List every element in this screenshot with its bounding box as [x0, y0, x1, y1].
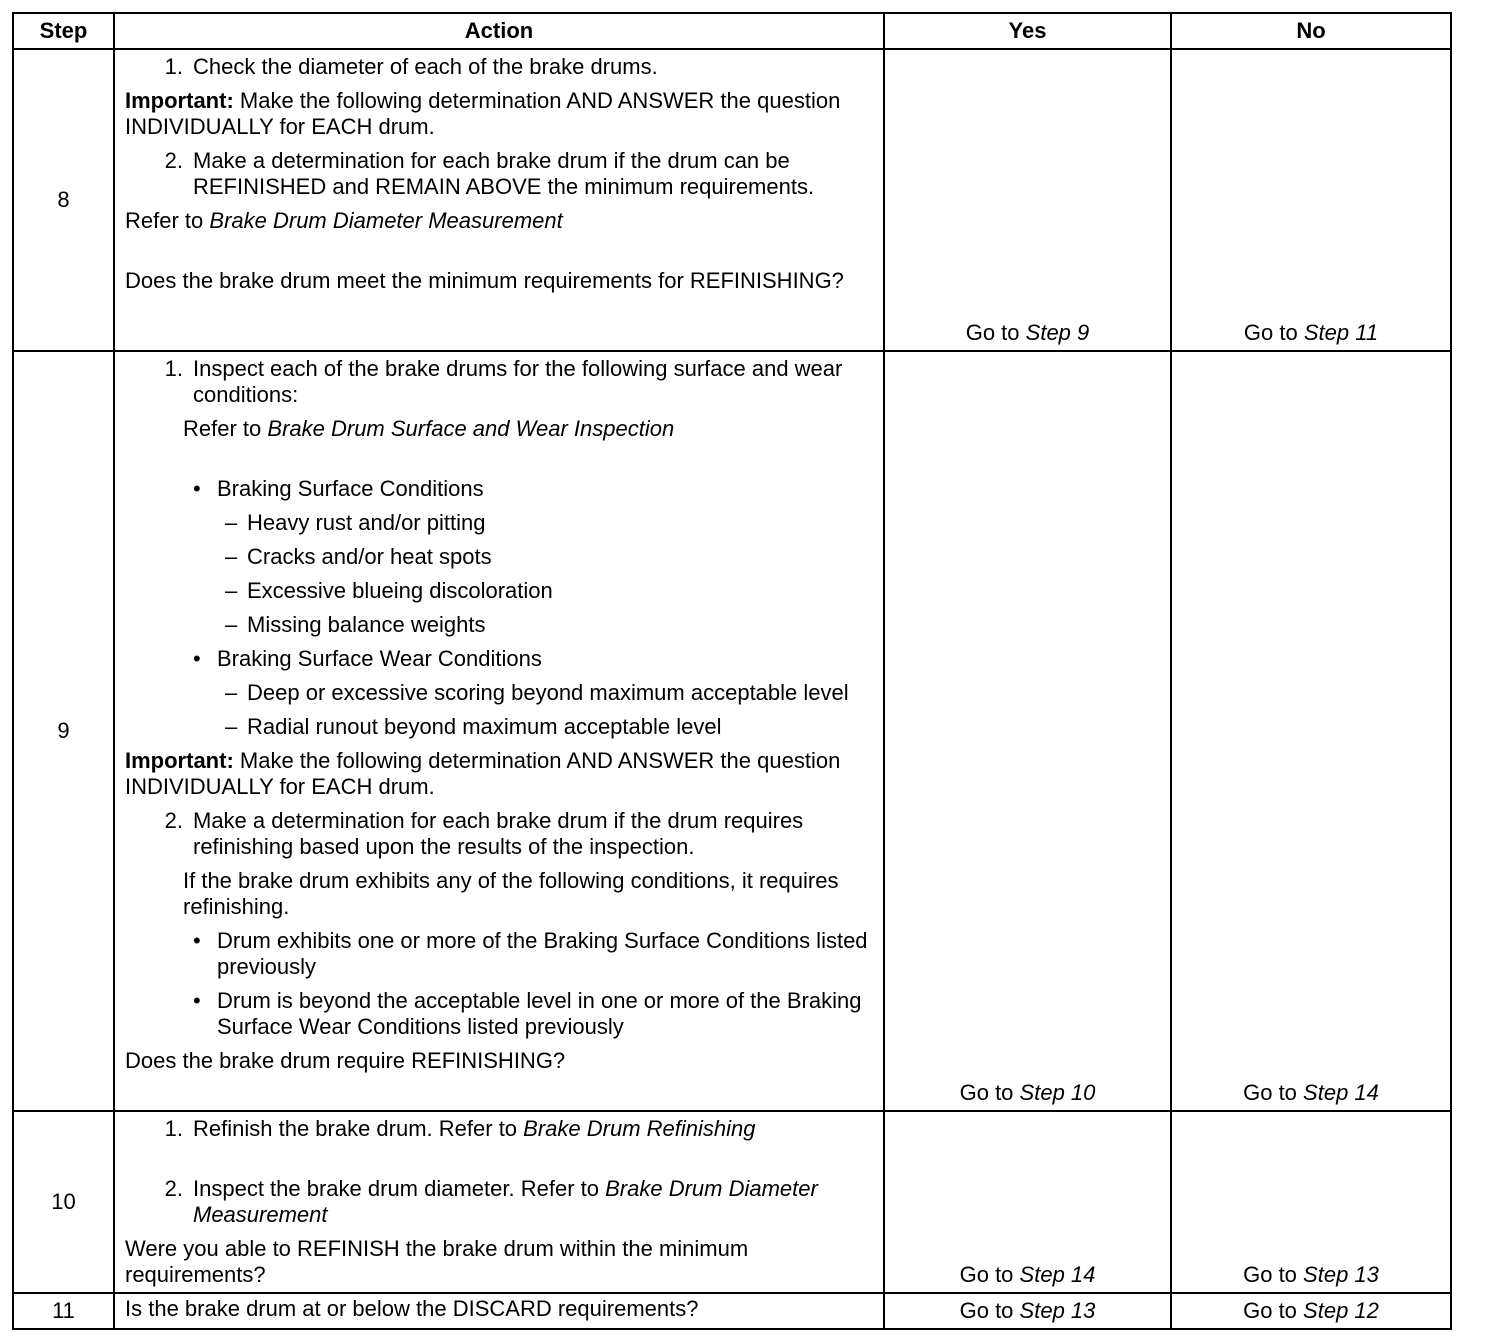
dash-item: – Heavy rust and/or pitting — [225, 510, 486, 535]
dash-item: – Radial runout beyond maximum acceptable level — [225, 714, 722, 739]
important-note: Important: Make the following determination AND ANSWER the question INDIVIDUALLY for EACH drum. — [125, 748, 841, 799]
header-row — [13, 13, 1451, 49]
reference-link[interactable]: Brake Drum Diameter Measurement — [209, 208, 563, 233]
numbered-item: 1. Check the diameter of each of the brake drums. — [164, 54, 658, 79]
reference-link[interactable]: Brake Drum Diameter Measurement — [193, 1176, 818, 1227]
dash-item: – Cracks and/or heat spots — [225, 544, 492, 569]
bullet-item: • Drum is beyond the acceptable level in one or more of the Braking Surface Wear Conditions listed previously — [193, 988, 862, 1039]
reference-link[interactable]: Brake Drum Refinishing — [523, 1116, 756, 1141]
yes-cell[interactable]: Go to Step 10 — [884, 351, 1171, 1111]
action-cell — [114, 49, 884, 351]
numbered-item: 2. Inspect the brake drum diameter. Refer to Brake Drum Diameter Measurement — [164, 1176, 818, 1227]
dash-item: – Deep or excessive scoring beyond maximum acceptable level — [225, 680, 849, 705]
table-row-step-11 — [13, 1293, 1451, 1329]
question: Were you able to REFINISH the brake drum within the minimum requirements? — [125, 1236, 749, 1287]
no-cell[interactable]: Go to Step 11 — [1171, 49, 1451, 351]
question: Does the brake drum meet the minimum requirements for REFINISHING? — [125, 268, 844, 293]
item-note: If the brake drum exhibits any of the following conditions, it requires refinishing. — [183, 868, 839, 919]
bullet-item: • Drum exhibits one or more of the Braking Surface Conditions listed previously — [193, 928, 868, 979]
numbered-item: 1. Inspect each of the brake drums for the following surface and wear conditions: — [164, 356, 843, 407]
reference: Refer to Brake Drum Surface and Wear Inspection — [183, 416, 675, 441]
table-row-step-8 — [13, 49, 1451, 351]
important-note: Important: Make the following determination AND ANSWER the question INDIVIDUALLY for EACH drum. — [125, 88, 841, 139]
reference: Refer to Brake Drum Diameter Measurement — [125, 208, 563, 233]
action-cell — [114, 351, 884, 1111]
numbered-item: 1. Refinish the brake drum. Refer to Brake Drum Refinishing — [164, 1116, 756, 1141]
dash-item: – Missing balance weights — [225, 612, 486, 637]
numbered-item: 2. Make a determination for each brake drum if the drum can be REFINISHED and REMAIN ABOVE the minimum requirements. — [164, 148, 815, 199]
dash-item: – Excessive blueing discoloration — [225, 578, 553, 603]
no-cell[interactable]: Go to Step 12 — [1171, 1293, 1451, 1329]
step-number: 8 — [13, 49, 114, 351]
reference-link[interactable]: Brake Drum Surface and Wear Inspection — [267, 416, 675, 441]
yes-cell[interactable]: Go to Step 13 — [884, 1293, 1171, 1329]
header-no: No — [1171, 13, 1451, 49]
question: Does the brake drum require REFINISHING? — [125, 1048, 566, 1073]
step-number: 9 — [13, 351, 114, 1111]
table-row-step-10 — [13, 1111, 1451, 1293]
bullet-item: • Braking Surface Wear Conditions — [193, 646, 542, 671]
numbered-item: 2. Make a determination for each brake drum if the drum requires refinishing based upon the results of the inspection. — [164, 808, 804, 859]
diagnostic-table — [12, 12, 1452, 1330]
action-cell — [114, 1293, 884, 1329]
header-action: Action — [114, 13, 884, 49]
header-step: Step — [13, 13, 114, 49]
step-number: 10 — [13, 1111, 114, 1293]
table-row-step-9 — [13, 351, 1451, 1111]
bullet-item: • Braking Surface Conditions — [193, 476, 484, 501]
question: Is the brake drum at or below the DISCARD requirements? — [125, 1296, 699, 1321]
no-cell[interactable]: Go to Step 13 — [1171, 1111, 1451, 1293]
step-number: 11 — [13, 1293, 114, 1329]
yes-cell[interactable]: Go to Step 14 — [884, 1111, 1171, 1293]
no-cell[interactable]: Go to Step 14 — [1171, 351, 1451, 1111]
action-cell — [114, 1111, 884, 1293]
header-yes: Yes — [884, 13, 1171, 49]
yes-cell[interactable]: Go to Step 9 — [884, 49, 1171, 351]
